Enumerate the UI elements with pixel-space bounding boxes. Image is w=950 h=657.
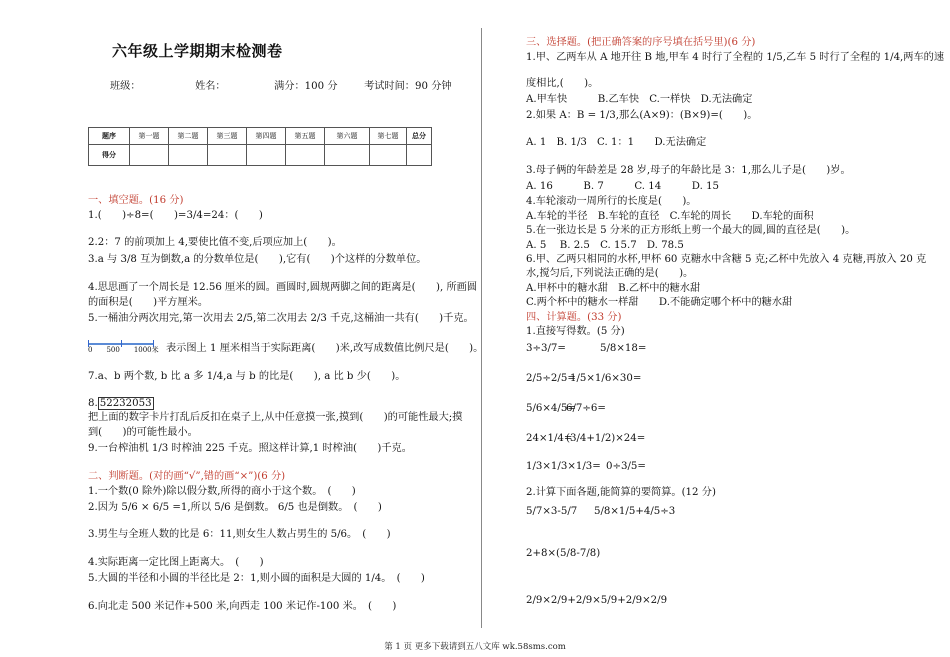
section1-heading: 一、填空题。(16 分) xyxy=(88,195,184,206)
calc-item: 3÷3/7= xyxy=(526,343,566,354)
choice-q4-options: A.车轮的半径 B.车轮的直径 C.车轮的周长 D.车轮的面积 xyxy=(526,211,814,222)
choice-q5-options: A. 5 B. 2.5 C. 15.7 D. 78.5 xyxy=(526,240,684,251)
score-col: 第六题 xyxy=(325,128,370,145)
calc-item: (3/4+1/2)×24= xyxy=(566,433,646,444)
score-cell[interactable] xyxy=(169,145,208,166)
calc-item: 1/5×1/6×30= xyxy=(570,373,642,384)
calc-item: 0÷3/5= xyxy=(606,461,646,472)
fill-q8a: 把上面的数字卡片打乱后反扣在桌子上,从中任意摸一张,摸到( )的可能性最大;摸 xyxy=(88,412,463,423)
score-table xyxy=(88,127,432,166)
section2-heading: 二、判断题。(对的画“√”,错的画“×”)(6 分) xyxy=(88,471,286,482)
choice-q6a: 6.甲、乙两只相同的水杯,甲杯 60 克糖水中含糖 5 克;乙杯中先放入 4 克糖,再放入 20 克 xyxy=(526,254,927,265)
name-label: 姓名： xyxy=(195,81,226,92)
choice-q6-optionCD: C.两个杯中的糖水一样甜 D.不能确定哪个杯中的糖水甜 xyxy=(526,297,793,308)
column-divider xyxy=(481,28,482,628)
digit-cards: 52232053 xyxy=(99,398,152,409)
choice-q5: 5.在一张边长是 5 分米的正方形纸上剪一个最大的圆,圆的直径是( )。 xyxy=(526,225,856,236)
choice-q2-options: A. 1 B. 1/3 C. 1：1 D.无法确定 xyxy=(526,137,707,148)
choice-q1b: 度相比,( )。 xyxy=(526,78,599,89)
fill-q9: 9.一台榨油机 1/3 时榨油 225 千克。照这样计算,1 时榨油( )千克。 xyxy=(88,443,412,454)
calc-q2: 2.计算下面各题,能简算的要简算。(12 分) xyxy=(526,487,716,498)
score-row-label: 得分 xyxy=(89,145,130,166)
fill-q3: 3.a 与 3/8 互为倒数,a 的分数单位是( ),它有( )个这样的分数单位。 xyxy=(88,254,427,265)
score-col: 第一题 xyxy=(130,128,169,145)
score-table-header: 题序 xyxy=(89,128,130,145)
exam-title: 六年级上学期期末检测卷 xyxy=(112,42,283,60)
score-col: 第五题 xyxy=(286,128,325,145)
calc-expr: 2+8×(5/8-7/8) xyxy=(526,548,601,559)
score-col: 第三题 xyxy=(208,128,247,145)
calc-expr: 5/8×1/5+4/5÷3 xyxy=(594,506,676,517)
section4-heading: 四、计算题。(33 分) xyxy=(526,312,622,323)
choice-q1a: 1.甲、乙两车从 A 地开往 B 地,甲车 4 时行了全程的 1/5,乙车 5 时行了全程的 1/4,两车的速 xyxy=(526,52,945,63)
calc-expr: 2/9×2/9+2/9×5/9+2/9×2/9 xyxy=(526,595,668,606)
fill-q4b: 的面积是( )平方厘米。 xyxy=(88,297,209,308)
page-footer: 第 1 页 更多下载请到五八文库 wk.58sms.com xyxy=(384,642,566,652)
fill-q4a: 4.思思画了一个周长是 12.56 厘米的圆。画圆时,圆规两脚之间的距离是( ), 所画圆 xyxy=(88,282,478,293)
fill-q1: 1.( )÷8=( )=3/4=24：( ) xyxy=(88,210,263,221)
exam-header xyxy=(110,80,452,93)
ruler-labels: 0 500 1000米 xyxy=(88,346,159,354)
fill-q5: 5.一桶油分两次用完,第一次用去 2/5,第二次用去 2/3 千克,这桶油一共有( )千克。 xyxy=(88,313,474,324)
judge-q1: 1.一个数(0 除外)除以假分数,所得的商小于这个数。 ( ) xyxy=(88,486,356,497)
choice-q2: 2.如果 A：B = 1/3,那么(A×9)：(B×9)=( )。 xyxy=(526,110,758,121)
judge-q3: 3.男生与全班人数的比是 6：11,则女生人数占男生的 5/6。 ( ) xyxy=(88,529,391,540)
calc-item: 24×1/4= xyxy=(526,433,573,444)
calc-q1: 1.直接写得数。(5 分) xyxy=(526,326,625,337)
score-col: 第四题 xyxy=(247,128,286,145)
judge-q4: 4.实际距离一定比图上距离大。 ( ) xyxy=(88,557,264,568)
choice-q3: 3.母子俩的年龄差是 28 岁,母子的年龄比是 3：1,那么儿子是( )岁。 xyxy=(526,165,851,176)
section3-heading: 三、选择题。(把正确答案的序号填在括号里)(6 分) xyxy=(526,37,756,48)
full-score: 满分：100 分 xyxy=(274,81,338,92)
score-cell[interactable] xyxy=(325,145,370,166)
score-cell[interactable] xyxy=(370,145,407,166)
score-col: 第七题 xyxy=(370,128,407,145)
fill-q7: 7.a、b 两个数, b 比 a 多 1/4,a 与 b 的比是( ), a 比 b 少( )。 xyxy=(88,371,406,382)
choice-q4: 4.车轮滚动一周所行的长度是( )。 xyxy=(526,196,697,207)
exam-time: 考试时间：90 分钟 xyxy=(364,81,452,92)
calc-item: 2/5÷2/5= xyxy=(526,373,576,384)
fill-q6: 表示图上 1 厘米相当于实际距离( )米,改写成数值比例尺是( )。 xyxy=(166,343,484,354)
calc-item: 6/7÷6= xyxy=(566,403,606,414)
choice-q6b: 水,搅匀后,下列说法正确的是( )。 xyxy=(526,268,694,279)
calc-item: 5/6×4/5= xyxy=(526,403,576,414)
calc-expr: 5/7×3-5/7 xyxy=(526,506,578,517)
score-cell[interactable] xyxy=(208,145,247,166)
choice-q1-options: A.甲车快 B.乙车快 C.一样快 D.无法确定 xyxy=(526,94,753,105)
class-label: 班级： xyxy=(110,81,141,92)
judge-q2: 2.因为 5/6 × 6/5 =1,所以 5/6 是倒数。 6/5 也是倒数。 ( ) xyxy=(88,502,382,513)
fill-q8b: 到( )的可能性最小。 xyxy=(88,427,198,438)
score-cell[interactable] xyxy=(407,145,432,166)
score-total: 总分 xyxy=(407,128,432,145)
judge-q5: 5.大圆的半径和小圆的半径比是 2：1,则小圆的面积是大圆的 1/4。 ( ) xyxy=(88,573,425,584)
fill-q8-number: 8. 52232053 xyxy=(88,398,152,409)
choice-q3-options: A. 16 B. 7 C. 14 D. 15 xyxy=(526,181,720,192)
judge-q6: 6.向北走 500 米记作+500 米,向西走 100 米记作-100 米。 ( ) xyxy=(88,601,397,612)
score-col: 第二题 xyxy=(169,128,208,145)
fill-q2: 2.2：7 的前项加上 4,要使比值不变,后项应加上( )。 xyxy=(88,237,342,248)
calc-item: 1/3×1/3×1/3= xyxy=(526,461,601,472)
calc-item: 5/8×18= xyxy=(600,343,647,354)
score-cell[interactable] xyxy=(130,145,169,166)
score-cell[interactable] xyxy=(286,145,325,166)
score-cell[interactable] xyxy=(247,145,286,166)
choice-q6-optionAB: A.甲杯中的糖水甜 B.乙杯中的糖水甜 xyxy=(526,283,701,294)
